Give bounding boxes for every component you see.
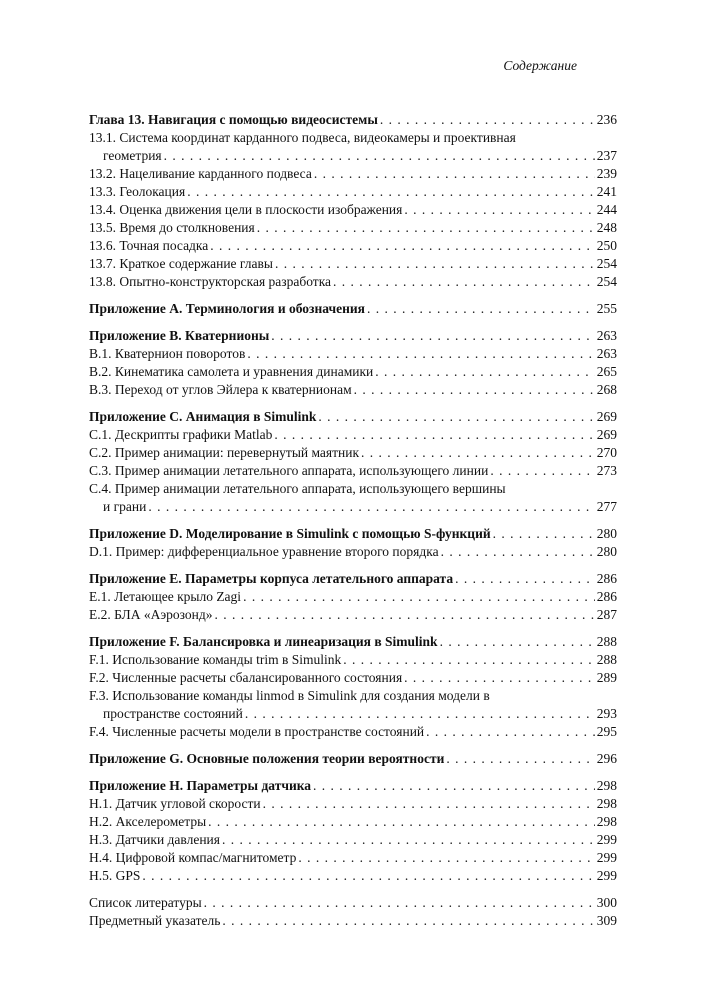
dot-leader [440,633,595,651]
toc-heading[interactable] [89,633,617,651]
page-number: 268 [596,382,617,397]
dot-leader [257,219,595,237]
page-number: 250 [596,238,617,253]
toc-heading[interactable] [89,570,617,588]
page-number: 269 [596,427,617,442]
entry-title: C.3. Пример анимации летательного аппарата, использующего линии [89,463,489,478]
entry-title: H.1. Датчик угловой скорости [89,796,261,811]
table-of-contents [89,111,617,939]
page-number: 265 [596,364,617,379]
page-number: 293 [596,706,617,721]
page-number: 248 [596,220,617,235]
dot-leader [243,588,595,606]
dot-leader [313,777,595,795]
toc-entry[interactable] [89,201,617,219]
toc-entry[interactable] [89,237,617,255]
entry-title: Приложение E. Параметры корпуса летательного аппарата [89,571,454,586]
dot-leader [187,183,595,201]
entry-title: C.4. Пример анимации летательного аппарата, использующего вершины [89,481,506,496]
entry-title: C.1. Дескрипты графики Matlab [89,427,273,442]
page-number: 300 [596,895,617,910]
dot-leader [142,867,594,885]
dot-leader [380,111,595,129]
dot-leader [404,669,595,687]
dot-leader [214,606,594,624]
entry-title: Приложение C. Анимация в Simulink [89,409,317,424]
toc-entry-continuation[interactable] [89,147,617,165]
page-number: 280 [596,544,617,559]
dot-leader [222,831,595,849]
entry-title: Приложение H. Параметры датчика [89,778,312,793]
entry-title: H.2. Акселерометры [89,814,207,829]
entry-title: 13.6. Точная посадка [89,238,209,253]
page-number: 263 [596,328,617,343]
entry-title: B.2. Кинематика самолета и уравнения динамики [89,364,374,379]
dot-leader [298,849,594,867]
toc-entry[interactable] [89,813,617,831]
page-number: 270 [596,445,617,460]
toc-entry[interactable] [89,165,617,183]
dot-leader [367,300,595,318]
dot-leader [247,345,594,363]
toc-entry[interactable] [89,723,617,741]
toc-entry[interactable] [89,219,617,237]
dot-leader [222,912,594,930]
entry-title: 13.4. Оценка движения цели в плоскости изображения [89,202,403,217]
entry-title: F.2. Численные расчеты сбалансированного состояния [89,670,403,685]
dot-leader [375,363,594,381]
toc-entry[interactable] [89,444,617,462]
dot-leader [271,327,594,345]
entry-title: H.4. Цифровой компас/магнитометр [89,850,297,865]
toc-section [89,327,617,399]
toc-entry[interactable] [89,651,617,669]
toc-section [89,777,617,885]
entry-title: Приложение G. Основные положения теории вероятности [89,751,445,766]
entry-title: 13.7. Краткое содержание главы [89,256,273,271]
toc-entry[interactable] [89,183,617,201]
dot-leader [490,462,594,480]
toc-heading[interactable] [89,327,617,345]
entry-title: E.1. Летающее крыло Zagi [89,589,242,604]
dot-leader [314,165,595,183]
page-number: 280 [596,526,617,541]
toc-section [89,408,617,516]
dot-leader [333,273,595,291]
page-number: 277 [596,499,617,514]
dot-leader [208,813,595,831]
dot-leader [274,426,594,444]
dot-leader [446,750,594,768]
toc-entry[interactable] [89,894,617,912]
page-number: 299 [596,850,617,865]
toc-entry[interactable] [89,669,617,687]
dot-leader [361,444,595,462]
toc-entry[interactable] [89,849,617,867]
page-number: 288 [596,634,617,649]
entry-title: Приложение B. Кватернионы [89,328,270,343]
entry-title: D.1. Пример: дифференциальное уравнение второго порядка [89,544,439,559]
toc-section [89,300,617,318]
entry-title: геометрия [103,148,162,163]
dot-leader [343,651,595,669]
toc-entry[interactable] [89,462,617,480]
entry-title: H.5. GPS [89,868,141,883]
page-number: 298 [596,814,617,829]
entry-title: Приложение A. Терминология и обозначения [89,301,365,316]
toc-heading[interactable] [89,111,617,129]
entry-title: 13.8. Опытно-конструкторская разработка [89,274,332,289]
toc-heading[interactable] [89,300,617,318]
toc-entry-continuation[interactable] [89,498,617,516]
page-number: 236 [596,112,617,127]
dot-leader [164,147,595,165]
page-number: 286 [596,571,617,586]
page-number: 299 [596,868,617,883]
entry-title: Приложение D. Моделирование в Simulink с помощью S-функций [89,526,491,541]
toc-entry-wrapped[interactable] [89,129,617,165]
page-number: 254 [596,274,617,289]
entry-title: Предметный указатель [89,913,221,928]
entry-title: B.1. Кватернион поворотов [89,346,246,361]
entry-title: и грани [103,499,147,514]
toc-entry[interactable] [89,273,617,291]
page-number: 263 [596,346,617,361]
page-number: 273 [596,463,617,478]
dot-leader [275,255,595,273]
page-number: 289 [596,670,617,685]
entry-title: 13.1. Система координат карданного подвеса, видеокамеры и проективная [89,130,516,145]
toc-section [89,894,617,930]
toc-entry[interactable] [89,426,617,444]
dot-leader [455,570,595,588]
dot-leader [404,201,594,219]
page-number: 296 [596,751,617,766]
toc-section [89,633,617,741]
toc-heading[interactable] [89,525,617,543]
toc-entry[interactable] [89,867,617,885]
dot-leader [204,894,595,912]
dot-leader [263,795,595,813]
toc-entry[interactable] [89,606,617,624]
page-number: 309 [596,913,617,928]
toc-entry[interactable] [89,255,617,273]
entry-title: 13.3. Геолокация [89,184,186,199]
toc-section [89,525,617,561]
page-number: 241 [596,184,617,199]
entry-title: Список литературы [89,895,202,910]
page-number: 298 [596,796,617,811]
toc-entry[interactable] [89,831,617,849]
toc-entry[interactable] [89,588,617,606]
dot-leader [318,408,594,426]
entry-title: H.3. Датчики давления [89,832,220,847]
page-number: 286 [596,589,617,604]
page-number: 287 [596,607,617,622]
entry-title: C.2. Пример анимации: перевернутый маятник [89,445,360,460]
toc-entry-wrapped[interactable] [89,687,617,723]
toc-heading[interactable] [89,750,617,768]
toc-section [89,570,617,624]
entry-title: B.3. Переход от углов Эйлера к кватернионам [89,382,352,397]
dot-leader [426,723,595,741]
toc-entry[interactable] [89,363,617,381]
running-head: Содержание [503,58,577,73]
toc-entry[interactable] [89,543,617,561]
entry-title: пространстве состояний [103,706,243,721]
entry-title: Приложение F. Балансировка и линеаризация в Simulink [89,634,438,649]
toc-entry-continuation[interactable] [89,705,617,723]
dot-leader [245,705,595,723]
page-number: 244 [596,202,617,217]
page-number: 299 [596,832,617,847]
toc-entry[interactable] [89,381,617,399]
page-number: 298 [596,778,617,793]
page-number: 254 [596,256,617,271]
page-number: 295 [596,724,617,739]
toc-section [89,111,617,291]
entry-title: E.2. БЛА «Аэрозонд» [89,607,213,622]
page-number: 239 [596,166,617,181]
toc-heading[interactable] [89,408,617,426]
page-number: 288 [596,652,617,667]
page-number: 255 [596,301,617,316]
dot-leader [210,237,594,255]
page-number: 237 [596,148,617,163]
toc-entry[interactable] [89,912,617,930]
dot-leader [148,498,594,516]
entry-title: 13.2. Нацеливание карданного подвеса [89,166,312,181]
page-number: 269 [596,409,617,424]
toc-section [89,750,617,768]
dot-leader [493,525,595,543]
entry-title: 13.5. Время до столкновения [89,220,255,235]
dot-leader [441,543,595,561]
entry-title: Глава 13. Навигация с помощью видеосистемы [89,112,378,127]
toc-entry[interactable] [89,345,617,363]
toc-entry-wrapped[interactable] [89,480,617,516]
toc-heading[interactable] [89,777,617,795]
entry-title: F.4. Численные расчеты модели в пространстве состояний [89,724,425,739]
dot-leader [354,381,595,399]
toc-entry[interactable] [89,795,617,813]
entry-title: F.3. Использование команды linmod в Simulink для создания модели в [89,688,490,703]
entry-title: F.1. Использование команды trim в Simulink [89,652,342,667]
